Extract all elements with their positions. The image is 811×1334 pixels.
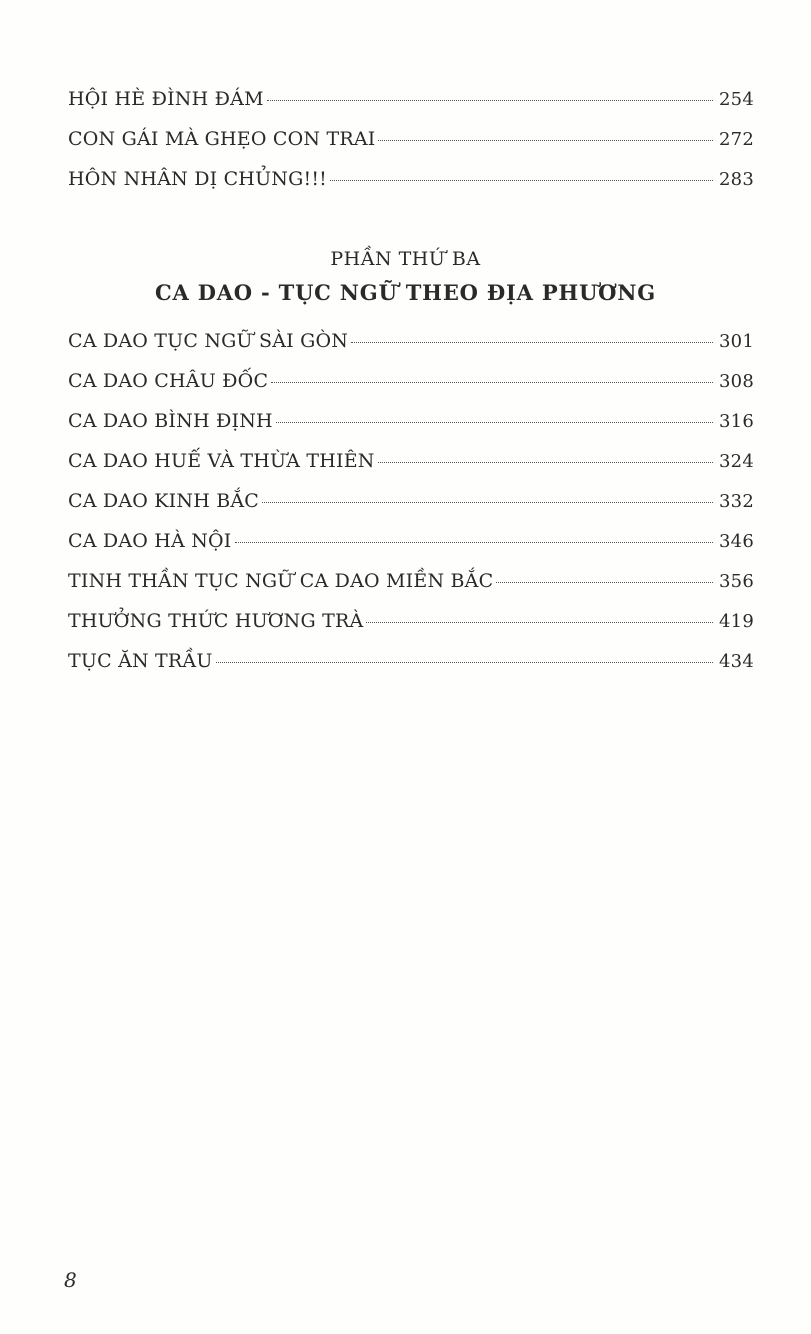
toc-entry-title: HỘI HÈ ĐÌNH ĐÁM (68, 88, 264, 110)
part-label: PHẦN THỨ BA (330, 248, 481, 270)
toc-entry-title: CA DAO HÀ NỘI (68, 530, 232, 552)
toc-dot-leader (216, 662, 713, 663)
toc-dot-leader (378, 462, 713, 463)
toc-entry-title: HÔN NHÂN DỊ CHỦNG!!! (68, 168, 327, 190)
toc-entry[interactable] (68, 168, 754, 208)
toc-entry-title: CON GÁI MÀ GHẸO CON TRAI (68, 128, 376, 150)
toc-entry[interactable] (68, 610, 754, 650)
toc-entry-page: 332 (719, 491, 754, 512)
toc-section-top (68, 88, 754, 208)
toc-entry[interactable] (68, 450, 754, 490)
toc-entry-title: CA DAO HUẾ VÀ THỪA THIÊN (68, 450, 375, 472)
toc-dot-leader (496, 582, 713, 583)
toc-entry[interactable] (68, 530, 754, 570)
toc-entry-title: TINH THẦN TỤC NGỮ CA DAO MIỀN BẮC (68, 570, 494, 592)
toc-dot-leader (271, 382, 713, 383)
toc-entry-title: CA DAO BÌNH ĐỊNH (68, 410, 273, 432)
toc-dot-leader (351, 342, 713, 343)
toc-entry[interactable] (68, 490, 754, 530)
toc-entry[interactable] (68, 370, 754, 410)
toc-entry[interactable] (68, 650, 754, 690)
toc-dot-leader (330, 180, 713, 181)
toc-entry-page: 301 (719, 331, 754, 352)
toc-entry-page: 254 (719, 89, 754, 110)
part-title: CA DAO - TỤC NGỮ THEO ĐỊA PHƯƠNG (154, 280, 656, 305)
page-number: 8 (64, 1268, 77, 1292)
toc-section-part3 (68, 330, 754, 690)
toc-entry-title: THƯỞNG THỨC HƯƠNG TRÀ (68, 610, 364, 632)
toc-entry-title: CA DAO KINH BẮC (68, 490, 260, 512)
toc-entry-page: 283 (719, 169, 754, 190)
toc-entry-page: 308 (719, 371, 754, 392)
toc-entry-title: CA DAO CHÂU ĐỐC (68, 370, 269, 392)
toc-entry-page: 434 (719, 651, 754, 672)
toc-dot-leader (262, 502, 713, 503)
toc-dot-leader (267, 100, 713, 101)
toc-dot-leader (366, 622, 713, 623)
toc-entry-title: TỤC ĂN TRẦU (68, 650, 213, 672)
toc-dot-leader (378, 140, 713, 141)
toc-entry-page: 356 (719, 571, 754, 592)
toc-entry[interactable] (68, 330, 754, 370)
toc-entry-page: 419 (719, 611, 754, 632)
toc-entry-page: 346 (719, 531, 754, 552)
toc-entry[interactable] (68, 88, 754, 128)
toc-entry[interactable] (68, 410, 754, 450)
toc-dot-leader (276, 422, 713, 423)
toc-entry-page: 272 (719, 129, 754, 150)
toc-entry-title: CA DAO TỤC NGỮ SÀI GÒN (68, 330, 349, 352)
toc-entry-page: 316 (719, 411, 754, 432)
toc-dot-leader (235, 542, 714, 543)
toc-entry[interactable] (68, 128, 754, 168)
toc-entry[interactable] (68, 570, 754, 610)
toc-entry-page: 324 (719, 451, 754, 472)
